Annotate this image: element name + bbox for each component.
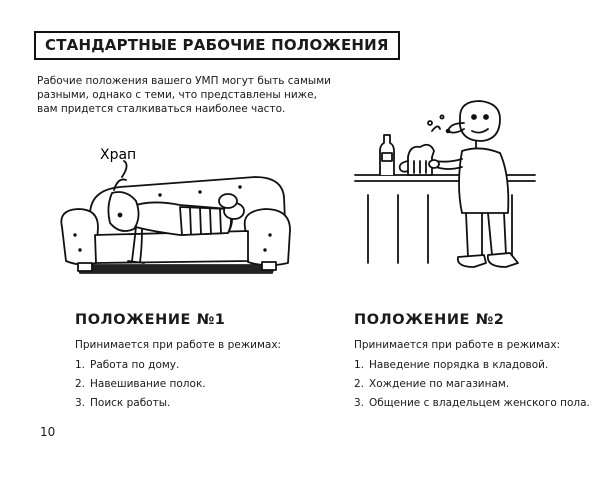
position-1-list [75,359,206,416]
position-2-subtitle: Принимается при работе в режимах: [354,339,561,351]
intro-line-3: вам придется сталкиваться наиболее часто. [37,103,286,115]
position-1-heading: ПОЛОЖЕНИЕ №1 [75,312,226,328]
position-1-subtitle: Принимается при работе в режимах: [75,339,282,351]
position-2-list [354,359,590,416]
man-at-bar-with-beer-illustration [350,95,560,285]
list-item: 3. Общение с владельцем женского пола. [354,397,590,409]
sleeping-man-on-sofa-illustration [50,135,300,285]
list-item: 1. Наведение порядка в кладовой. [354,359,549,371]
intro-line-1: Рабочие положения вашего УМП могут быть самыми [37,75,331,87]
intro-line-2: разными, однако с теми, что представлены ниже, [37,89,317,101]
position-2-heading: ПОЛОЖЕНИЕ №2 [354,312,505,328]
intro-paragraph [37,74,337,116]
list-item: 3. Поиск работы. [75,397,171,409]
list-item: 1. Работа по дому. [75,359,180,371]
list-item: 2. Навешивание полок. [75,378,206,390]
list-item: 2. Хождение по магазинам. [354,378,510,390]
page-number: 10 [40,425,56,439]
snore-caption: Храп [100,147,137,163]
page-title: СТАНДАРТНЫЕ РАБОЧИЕ ПОЛОЖЕНИЯ [34,31,400,60]
